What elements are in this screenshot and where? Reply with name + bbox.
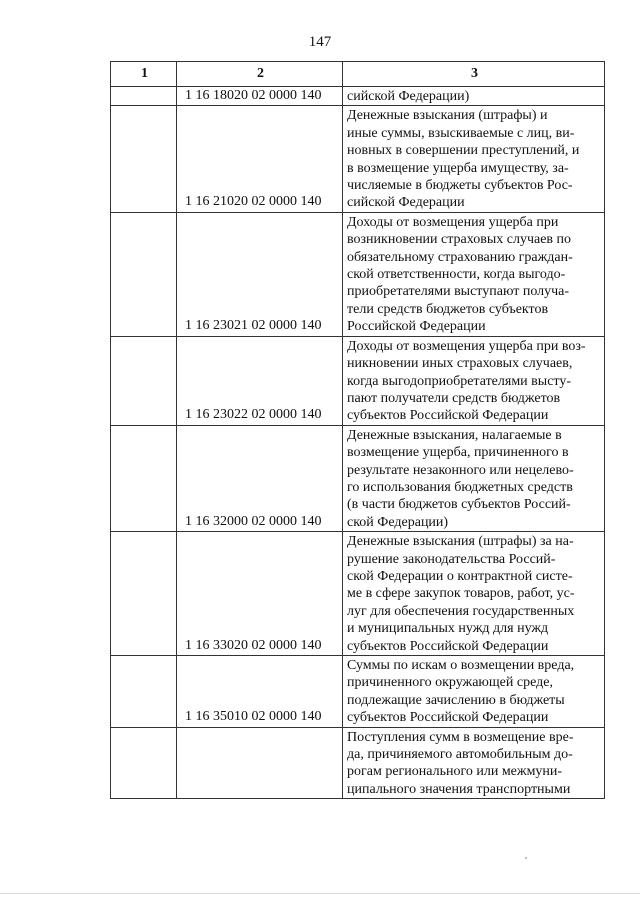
- description-line: подлежащие зачислению в бюджеты: [347, 692, 565, 708]
- column-1-cell: [111, 425, 177, 531]
- description-line: рогам регионального или межмуни-: [347, 764, 563, 780]
- description-cell: [343, 727, 605, 799]
- budget-classification-table: [110, 61, 605, 799]
- description-line: (в части бюджетов субъектов Россий-: [347, 497, 571, 513]
- column-header-2: 2: [177, 62, 343, 87]
- description-line: ской Федерации о контрактной систе-: [347, 568, 573, 584]
- description-line: в возмещение ущерба имуществу, за-: [347, 160, 569, 176]
- description-cell: [343, 425, 605, 531]
- budget-code-cell: 1 16 35010 02 0000 140: [177, 656, 343, 728]
- table-row: [111, 106, 605, 212]
- column-1-cell: [111, 532, 177, 656]
- budget-code-cell: 1 16 32000 02 0000 140: [177, 425, 343, 531]
- description-cell: [343, 336, 605, 425]
- description-line: числяемые в бюджеты субъектов Рос-: [347, 178, 573, 194]
- budget-code-cell: 1 16 23022 02 0000 140: [177, 336, 343, 425]
- description-line: ской Федерации): [347, 514, 449, 530]
- column-1-cell: [111, 336, 177, 425]
- description-line: сийской Федерации: [347, 195, 465, 211]
- description-line: Суммы по искам о возмещении вреда,: [347, 658, 575, 673]
- description-cell: [343, 212, 605, 336]
- column-1-cell: [111, 727, 177, 799]
- description-line: причиненного окружающей среде,: [347, 675, 553, 691]
- budget-code-cell: 1 16 23021 02 0000 140: [177, 212, 343, 336]
- description-line: го использования бюджетных средств: [347, 479, 573, 495]
- table-row: [111, 212, 605, 336]
- description-line: да, причиняемого автомобильным до-: [347, 747, 573, 763]
- budget-code-cell: 1 16 21020 02 0000 140: [177, 106, 343, 212]
- table-row: [111, 656, 605, 728]
- page-bottom-edge: [0, 893, 640, 894]
- scan-artifact: [525, 857, 527, 859]
- table-row: [111, 425, 605, 531]
- description-line: Денежные взыскания, налагаемые в: [347, 427, 562, 443]
- description-line: Денежные взыскания (штрафы) и: [347, 108, 548, 124]
- description-line: приобретателями выступают получа-: [347, 284, 570, 300]
- column-1-cell: [111, 212, 177, 336]
- description-line: пают получатели средств бюджетов: [347, 390, 561, 406]
- column-1-cell: [111, 87, 177, 106]
- table-row: [111, 336, 605, 425]
- description-line: сийской Федерации): [347, 89, 470, 104]
- column-1-cell: [111, 106, 177, 212]
- description-line: и муниципальных нужд для нужд: [347, 621, 549, 637]
- table-header-row: [111, 62, 605, 87]
- table-row: [111, 532, 605, 656]
- table-row: [111, 87, 605, 106]
- description-line: ципального значения транспортными: [347, 781, 571, 797]
- description-line: обязательному страхованию граждан-: [347, 249, 573, 265]
- description-line: субъектов Российской Федерации: [347, 408, 549, 424]
- description-line: возмещение ущерба, причиненного в: [347, 445, 569, 461]
- description-line: луг для обеспечения государственных: [347, 603, 575, 619]
- description-line: тели средств бюджетов субъектов: [347, 301, 549, 317]
- budget-code-cell: [177, 727, 343, 799]
- description-line: Доходы от возмещения ущерба при воз-: [347, 338, 586, 354]
- description-line: субъектов Российской Федерации: [347, 638, 549, 654]
- description-line: результате незаконного или нецелево-: [347, 462, 574, 478]
- description-line: субъектов Российской Федерации: [347, 710, 549, 726]
- table-body: [111, 87, 605, 799]
- description-line: когда выгодоприобретателями высту-: [347, 373, 571, 389]
- description-cell: [343, 656, 605, 728]
- budget-code-cell: 1 16 18020 02 0000 140: [177, 87, 343, 106]
- description-cell: [343, 532, 605, 656]
- description-cell: [343, 106, 605, 212]
- column-header-3: 3: [343, 62, 605, 87]
- description-cell: [343, 87, 605, 106]
- table-row: [111, 727, 605, 799]
- description-line: возникновении страховых случаев по: [347, 232, 572, 248]
- description-line: новных в совершении преступлений, и: [347, 143, 580, 159]
- description-line: Денежные взыскания (штрафы) за на-: [347, 534, 574, 550]
- description-line: рушение законодательства Россий-: [347, 551, 556, 567]
- column-1-cell: [111, 656, 177, 728]
- description-line: ской ответственности, когда выгодо-: [347, 267, 566, 283]
- description-line: иные суммы, взыскиваемые с лиц, ви-: [347, 125, 575, 141]
- page-number: 147: [308, 34, 332, 50]
- description-line: Поступления сумм в возмещение вре-: [347, 729, 574, 745]
- description-line: никновении иных страховых случаев,: [347, 356, 573, 372]
- description-line: ме в сфере закупок товаров, работ, ус-: [347, 586, 575, 602]
- description-line: Доходы от возмещения ущерба при: [347, 214, 559, 230]
- description-line: Российской Федерации: [347, 319, 486, 335]
- budget-code-cell: 1 16 33020 02 0000 140: [177, 532, 343, 656]
- column-header-1: 1: [111, 62, 177, 87]
